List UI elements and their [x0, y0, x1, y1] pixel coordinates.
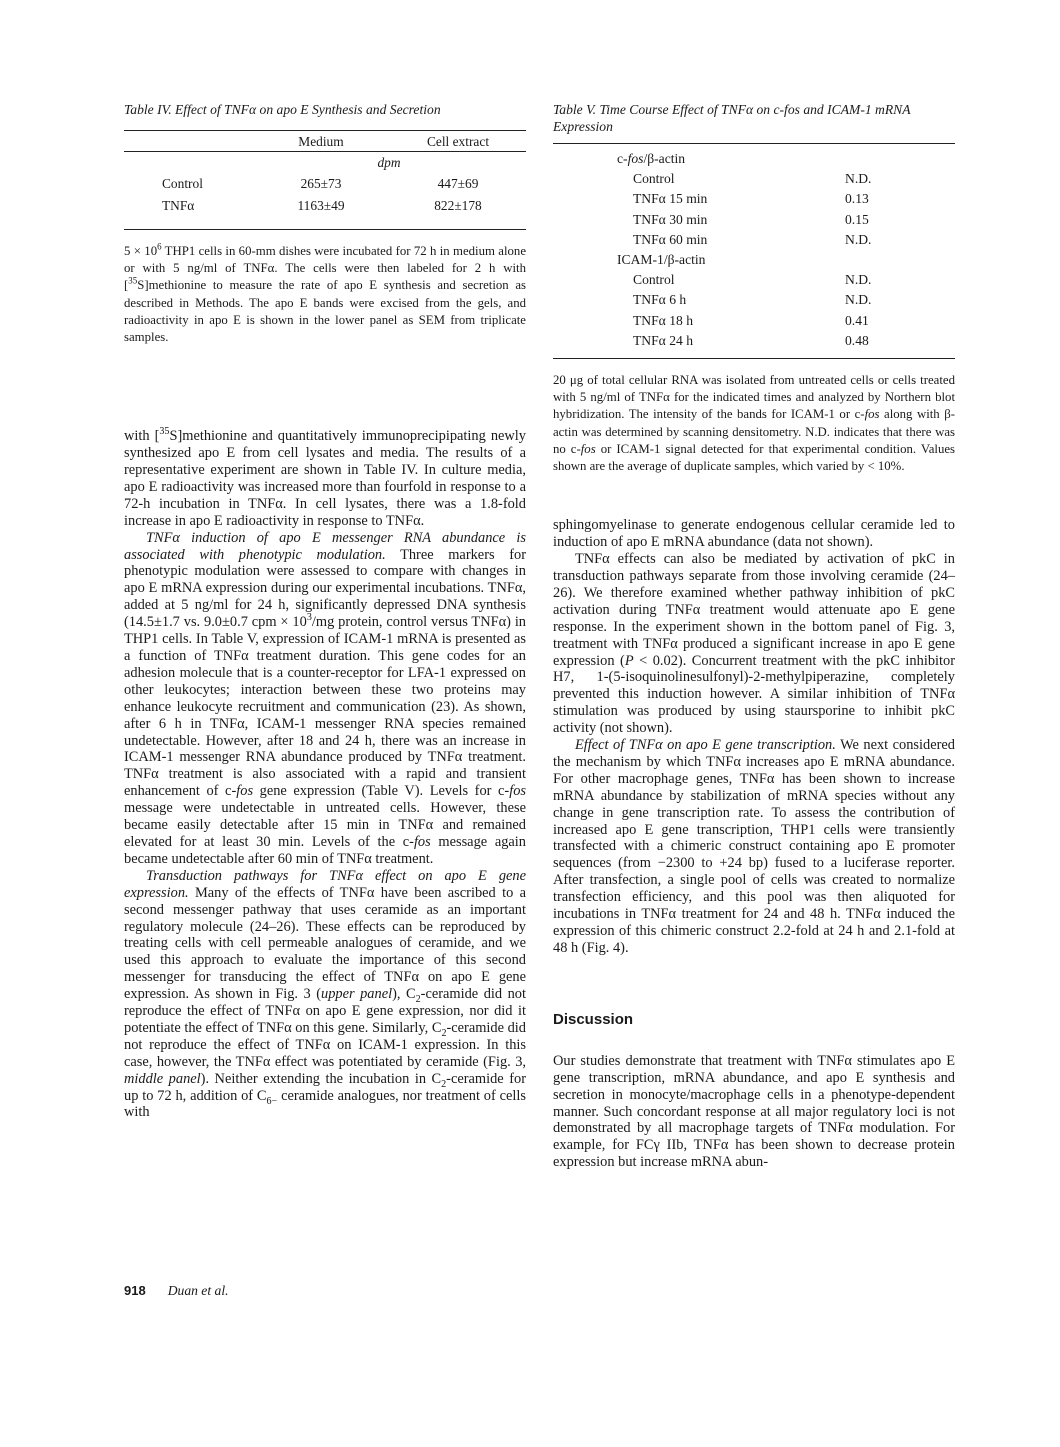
- table-row: [553, 311, 955, 331]
- paragraph: with [$^{35}$S]methionine and quantitatively immunoprecipipating newly synthesized apo E from cell lysates and media. The results of a representative experiment are shown in Table IV. In culture media, apo E radioactivity was increased more than fourfold in response to a 72-h incubation in TNFα. In cell lysates, there was a 1.8-fold increase in apo E radioactivity in response to TNFα.: [124, 426, 526, 529]
- row-label: TNFα 30 min: [633, 211, 708, 227]
- paragraph: sphingomyelinase to generate endogenous cellular ceramide led to induction of apo E mRNA abundance (data not shown).: [553, 517, 955, 551]
- column-header-medium: Medium: [298, 134, 344, 149]
- row-value: [845, 250, 955, 270]
- paragraph: Our studies demonstrate that treatment with TNFα stimulates apo E gene transcription, mRNA abundance, and apo E synthesis and secretion in monocyte/macrophage cells in a phenotype-dependent manner. Such concordant response at all major regulatory loci is not demonstrated by all macrophage targets of TNFα modulation. For example, for FCγ IIb, TNFα has been shown to decrease protein expression but increase mRNA abun-: [553, 1052, 955, 1171]
- row-value: N.D.: [845, 171, 872, 187]
- table-v-title: Table V. Time Course Effect of TNFα on c-fos and ICAM-1 mRNA Expression: [553, 102, 911, 134]
- table-iv-footnote: $5 \times 10^6$ THP1 cells in 60-mm dishes were incubated for 72 h in medium alone or with 5 ng/ml of TNFα. The cells were then labeled for 2 h with [$^{35}$S]methionine to measure the rate of apo E synthesis and secretion as described in Methods. The apo E bands were excised from the gels, and radioactivity in apo E is shown in the lower panel as SEM from triplicate samples.: [124, 241, 527, 345]
- row-label: Control: [633, 171, 675, 187]
- table-row: [553, 169, 955, 189]
- row-label: Control: [162, 176, 203, 191]
- row-label: ICAM-1/β-actin: [617, 252, 706, 268]
- row-value: 0.48: [845, 332, 869, 348]
- table-v-footnote: 20 μg of total cellular RNA was isolated from untreated cells or cells treated with 5 ng/ml of TNFα for the indicated times and analyzed by Northern blot hybridization. The intensity of the bands for ICAM-1 or c-fos along with β-actin was determined by scanning densitometry. N.D. indicates that there was no c-fos or ICAM-1 signal detected for that experimental condition. Values shown are the average of duplicate samples, which varied by < 10%.: [553, 373, 955, 474]
- table-row: [553, 250, 955, 270]
- table-iv-header-row: [124, 131, 526, 152]
- row-label: TNFα 15 min: [633, 191, 708, 207]
- page-number: 918: [124, 1283, 146, 1298]
- cell-extract-value: 447±69: [437, 176, 479, 191]
- right-column-text: [553, 517, 955, 957]
- row-label: TNFα 24 h: [633, 332, 693, 348]
- row-value: 0.13: [845, 191, 869, 207]
- right-column: [553, 95, 955, 1171]
- table-iv-unit-label: dpm: [377, 155, 401, 170]
- cell-extract-value: 822±178: [434, 198, 482, 213]
- table-iv-unit-row: [124, 152, 526, 173]
- paragraph: TNFα induction of apo E messenger RNA abundance is associated with phenotypic modulation. Three markers for phenotypic modulation were assessed to compare with changes in apo E mRNA expression during our experimental incubations. TNFα, added at 5 ng/ml for 24 h, significantly depressed DNA synthesis (14.5±1.7 vs. 9.0±0.7 cpm × $10^3/mg$ protein, control versus TNFα) in THP1 cells. In Table V, expression of ICAM-1 mRNA is presented as a function of TNFα treatment duration. This gene codes for an adhesion molecule that is a counter-receptor for LFA-1 expressed on other leukocytes; interaction between these two proteins may enhance leukocyte recruitment and communication (23). As shown, after 6 h in TNFα, ICAM-1 messenger RNA species remained undetectable. However, after 18 and 24 h, there was an increase in ICAM-1 messenger RNA abundance produced by TNFα treatment. TNFα treatment is also associated with a rapid and transient enhancement of c-fos gene expression (Table V). Levels for c-fos message were undetectable in untreated cells. However, these became easily detectable after 15 min in TNFα and remained elevated for at least 30 min. Levels of the c-fos message again became undetectable after 60 min of TNFα treatment.: [124, 529, 527, 867]
- row-value: N.D.: [845, 292, 872, 308]
- table-iv-header-empty: [124, 134, 252, 149]
- paragraph: TNFα effects can also be mediated by activation of pkC in transduction pathways separate from those involving ceramide (24–26). We therefore examined whether pathway inhibition of pkC activation during TNFα treatment would attenuate apo E gene response. In the experiment shown in the bottom panel of Fig. 3, treatment with TNFα produced a significant increase in apo E gene expression (P < 0.02). Concurrent treatment with the pkC inhibitor H7, 1-(5-isoquinolinesulfonyl)-2-methylpiperazine, completely prevented this induction however. A similar inhibition of TNFα stimulation was produced by using staursporine to inhibit pkC activity (not shown).: [553, 551, 956, 737]
- table-iv: [124, 130, 526, 230]
- row-value: N.D.: [845, 231, 872, 247]
- row-label: Control: [633, 272, 675, 288]
- paragraph: Effect of TNFα on apo E gene transcription. We next considered the mechanism by which TNFα increases apo E mRNA abundance. For other macrophage genes, TNFα has been shown to increase mRNA abundance by stabilization of mRNA species without any change in gene transcription rate. To assess the contribution of increased apo E gene transcription, THP1 cells were transiently transfected with a chimeric construct containing apo E promoter sequences (from −2300 to +24 bp) fused to a luciferase reporter. After transfection, a single pool of cells was created to normalize transfection efficiency, and this pool was then aliquoted for incubations in TNFα treatment for 24 and 48 h. TNFα induced the expression of this chimeric construct 2.2-fold at 24 h and 2.1-fold at 48 h (Fig. 4).: [553, 737, 955, 956]
- row-label: TNFα 60 min: [633, 231, 708, 247]
- table-row: [553, 189, 955, 209]
- row-label: TNFα: [162, 198, 195, 213]
- table-row: [553, 331, 955, 351]
- table-row: [124, 173, 526, 195]
- discussion-text: [553, 1053, 955, 1171]
- left-column-text: [124, 428, 526, 1121]
- medium-value: 1163±49: [297, 198, 345, 213]
- table-row: [553, 290, 955, 310]
- row-label: c-fos/β-actin: [617, 151, 686, 166]
- table-v: [553, 143, 955, 359]
- row-value: 0.41: [845, 312, 869, 328]
- table-row: [124, 195, 526, 217]
- column-header-cell-extract: Cell extract: [426, 134, 490, 149]
- table-row: [553, 270, 955, 290]
- medium-value: 265±73: [300, 176, 342, 191]
- row-label: TNFα 18 h: [633, 312, 693, 328]
- paragraph: Transduction pathways for TNFα effect on apo E gene expression. Many of the effects of TNFα have been ascribed to a second messenger pathway that uses ceramide as an important regulatory molecule (24–26). These effects can be reproduced by treating cells with cell permeable analogues of ceramide, and we used this approach to evaluate the importance of this second messenger for transducing the effect of TNFα on apo E gene expression. As shown in Fig. 3 (upper panel), $C_2$-ceramide did not reproduce the effect of TNFα on apo E gene expression, nor did it potentiate the effect of TNFα on this gene. Similarly, $C_2$-ceramide did not reproduce the effect of TNFα on ICAM-1 expression. In this case, however, the TNFα effect was potentiated by ceramide (Fig. 3, middle panel). Neither extending the incubation in $C_2$-ceramide for up to 72 h, addition of $C_{6-}$ ceramide analogues, nor treatment of cells with: [124, 867, 526, 1121]
- row-value: N.D.: [845, 272, 872, 288]
- table-row: [553, 230, 955, 250]
- discussion-heading: Discussion: [553, 1010, 634, 1028]
- row-value: [845, 149, 955, 169]
- table-row: [553, 210, 955, 230]
- left-column: [124, 95, 526, 1121]
- row-value: 0.15: [845, 211, 869, 227]
- table-row: [553, 149, 955, 169]
- running-authors: Duan et al.: [167, 1283, 229, 1298]
- page-footer: [124, 1282, 229, 1300]
- table-iv-title: Table IV. Effect of TNFα on apo E Synthesis and Secretion: [124, 102, 441, 117]
- row-label: TNFα 6 h: [633, 292, 687, 308]
